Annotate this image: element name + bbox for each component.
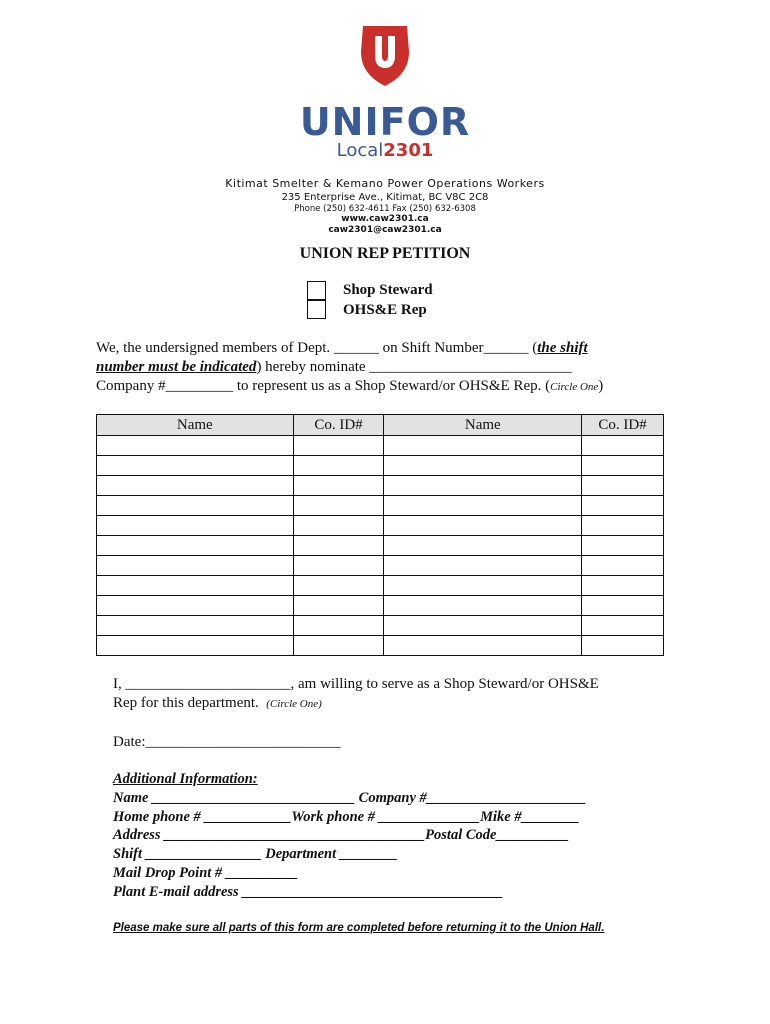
table-row [97, 456, 664, 476]
co-id-cell[interactable] [582, 456, 664, 476]
signature-table [96, 414, 664, 656]
column-header-co-id: Co. ID# [293, 415, 384, 436]
additional-info-heading: Additional Information: [113, 771, 258, 787]
name-cell[interactable] [384, 556, 582, 576]
table-row [97, 476, 664, 496]
petition-line-2-text: ) hereby nominate ___________________________ [256, 359, 572, 375]
table-row [97, 596, 664, 616]
plant-email-field[interactable]: Plant E-mail address ____________________________________ [113, 884, 504, 900]
name-cell[interactable] [384, 596, 582, 616]
column-header-co-id-2: Co. ID# [582, 415, 664, 436]
mail-drop-field[interactable]: Mail Drop Point # __________ [113, 865, 299, 881]
petition-line-3-text: Company #_________ to represent us as a Shop Steward/or OHS&E Rep. ( [96, 378, 551, 394]
name-cell[interactable] [384, 536, 582, 556]
table-row [97, 496, 664, 516]
name-cell[interactable] [384, 436, 582, 456]
name-company-field[interactable]: Name ____________________________ Company #______________________ [113, 790, 587, 806]
name-cell[interactable] [97, 636, 294, 656]
willing-circle-one: (Circle One) [266, 698, 322, 710]
column-header-name-2: Name [384, 415, 582, 436]
name-cell[interactable] [97, 476, 294, 496]
page-title: UNION REP PETITION [299, 245, 471, 262]
petition-line-1 [96, 340, 588, 357]
table-row [97, 616, 664, 636]
name-cell[interactable] [384, 576, 582, 596]
phone-fields[interactable]: Home phone # ____________Work phone # ______________Mike #________ [113, 809, 580, 825]
table-row [97, 516, 664, 536]
co-id-cell[interactable] [582, 536, 664, 556]
name-cell[interactable] [384, 456, 582, 476]
table-row [97, 576, 664, 596]
name-cell[interactable] [97, 556, 294, 576]
co-id-cell[interactable] [582, 516, 664, 536]
petition-circle-one: Circle One [550, 381, 599, 393]
name-cell[interactable] [384, 636, 582, 656]
header-website: www.caw2301.ca [341, 214, 429, 224]
name-cell[interactable] [97, 436, 294, 456]
co-id-cell[interactable] [582, 616, 664, 636]
name-cell[interactable] [384, 616, 582, 636]
name-cell[interactable] [97, 496, 294, 516]
name-cell[interactable] [97, 596, 294, 616]
co-id-cell[interactable] [293, 516, 384, 536]
shield-icon [357, 22, 413, 88]
name-cell[interactable] [97, 616, 294, 636]
co-id-cell[interactable] [293, 536, 384, 556]
ohse-rep-label: OHS&E Rep [343, 302, 427, 318]
column-header-name: Name [97, 415, 294, 436]
name-cell[interactable] [97, 536, 294, 556]
address-postal-field[interactable]: Address ____________________________________Postal Code__________ [113, 827, 569, 843]
willing-line-2-text: Rep for this department. [113, 695, 259, 711]
table-row [97, 436, 664, 456]
ohse-rep-checkbox[interactable] [307, 300, 326, 319]
footnote: Please make sure all parts of this form are completed before returning it to the Union Hall. [113, 922, 605, 934]
header-email: caw2301@caw2301.ca [328, 225, 442, 235]
co-id-cell[interactable] [293, 476, 384, 496]
petition-line-1-emphasis: the shift [537, 340, 588, 356]
header-org-name: Kitimat Smelter & Kemano Power Operations Workers [225, 177, 545, 190]
willing-line-1: I, ______________________, am willing to serve as a Shop Steward/or OHS&E [113, 676, 599, 692]
shop-steward-label: Shop Steward [343, 282, 433, 298]
logo-wordmark: UNIFOR [299, 100, 471, 144]
petition-line-2-emphasis: number must be indicated [96, 359, 257, 375]
name-cell[interactable] [384, 496, 582, 516]
date-field[interactable]: Date:__________________________ [113, 734, 341, 750]
co-id-cell[interactable] [582, 496, 664, 516]
petition-line-3-close: ) [598, 378, 604, 394]
co-id-cell[interactable] [293, 616, 384, 636]
unifor-logo-shield [0, 22, 770, 93]
willing-line-2 [113, 695, 322, 712]
co-id-cell[interactable] [582, 556, 664, 576]
petition-line-1-text: We, the undersigned members of Dept. ______ on Shift Number______ ( [96, 340, 538, 356]
table-row [97, 556, 664, 576]
co-id-cell[interactable] [582, 596, 664, 616]
co-id-cell[interactable] [582, 476, 664, 496]
name-cell[interactable] [97, 456, 294, 476]
table-row [97, 536, 664, 556]
co-id-cell[interactable] [293, 556, 384, 576]
co-id-cell[interactable] [293, 636, 384, 656]
shop-steward-checkbox[interactable] [307, 281, 326, 300]
logo-local-digits: 2301 [383, 140, 434, 161]
logo-local-prefix: Local [336, 140, 384, 161]
header-address: 235 Enterprise Ave., Kitimat, BC V8C 2C8 [281, 192, 489, 203]
shift-department-field[interactable]: Shift ________________ Department ________ [113, 846, 398, 862]
name-cell[interactable] [97, 576, 294, 596]
petition-line-2 [96, 359, 572, 376]
name-cell[interactable] [384, 476, 582, 496]
table-header-row [97, 415, 664, 436]
table-row [97, 636, 664, 656]
co-id-cell[interactable] [293, 496, 384, 516]
logo-local-number [0, 140, 770, 161]
co-id-cell[interactable] [582, 636, 664, 656]
header-phone-fax: Phone (250) 632-4611 Fax (250) 632-6308 [294, 204, 476, 214]
name-cell[interactable] [97, 516, 294, 536]
co-id-cell[interactable] [293, 596, 384, 616]
co-id-cell[interactable] [582, 436, 664, 456]
co-id-cell[interactable] [293, 436, 384, 456]
co-id-cell[interactable] [293, 576, 384, 596]
petition-line-3 [96, 378, 603, 395]
co-id-cell[interactable] [582, 576, 664, 596]
name-cell[interactable] [384, 516, 582, 536]
co-id-cell[interactable] [293, 456, 384, 476]
